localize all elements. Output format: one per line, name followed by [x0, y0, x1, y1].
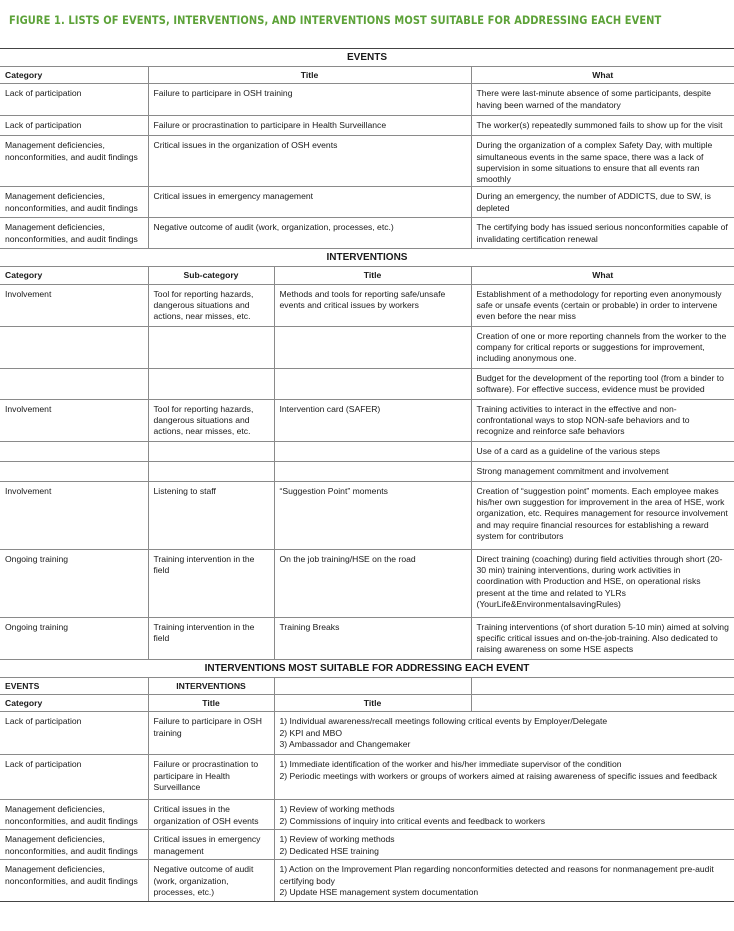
suitable-section-header: [0, 659, 734, 677]
events-row: [0, 187, 734, 218]
suitable-row: [0, 755, 734, 800]
suitable-interventions: 1) Action on the Improvement Plan regarding nonconformities detected and reasons for nonmanagement pre-audit certifying body 2) Update HSE management system documentation: [274, 860, 734, 902]
event-title: Critical issues in the organization of OSH events: [148, 136, 471, 187]
suitable-title: Failure to participare in OSH training: [148, 712, 274, 755]
suitable-interventions: 1) Individual awareness/recall meetings following critical events by Employer/Delegate 2) KPI and MBO 3) Ambassador and Changemaker: [274, 712, 734, 755]
event-what: During the organization of a complex Safety Day, with multiple simultaneous events in the same space, there was a lack of supervision in some situations to ensure that all events ran smoothly: [471, 136, 734, 187]
suitable-row: [0, 800, 734, 830]
intervention-subcategory: [148, 461, 274, 481]
events-row: [0, 218, 734, 249]
suitable-title: Critical issues in emergency management: [148, 830, 274, 860]
event-title: Failure or procrastination to participare in Health Surveillance: [148, 116, 471, 136]
suitable-group-events: EVENTS: [0, 677, 148, 694]
event-category: Lack of participation: [0, 116, 148, 136]
suitable-category: Lack of participation: [0, 755, 148, 800]
intervention-category: [0, 441, 148, 461]
intervention-title: Training Breaks: [274, 617, 471, 659]
intervention-what: Strong management commitment and involvement: [471, 461, 734, 481]
events-header-title: Title: [148, 67, 471, 84]
suitable-group-interventions: INTERVENTIONS: [148, 677, 274, 694]
suitable-category: Management deficiencies, nonconformities, and audit findings: [0, 800, 148, 830]
intervention-subcategory: Listening to staff: [148, 481, 274, 549]
intervention-what: Creation of “suggestion point” moments. Each employee makes his/her own suggestion for improvement in the area of HSE, work organization, etc. Requires management for resource involvement and may require financial resources for establishing a reward system for contributors: [471, 481, 734, 549]
suitable-header-category: Category: [0, 695, 148, 712]
intervention-category: Involvement: [0, 399, 148, 441]
intervention-title: “Suggestion Point” moments: [274, 481, 471, 549]
intervention-title: Methods and tools for reporting safe/unsafe events and critical issues by workers: [274, 284, 471, 326]
interventions-row: [0, 399, 734, 441]
event-what: The worker(s) repeatedly summoned fails to show up for the visit: [471, 116, 734, 136]
intervention-category: Involvement: [0, 481, 148, 549]
interventions-section-header: [0, 249, 734, 267]
interventions-header-category: Category: [0, 267, 148, 284]
intervention-category: Ongoing training: [0, 617, 148, 659]
event-category: Management deficiencies, nonconformities, and audit findings: [0, 187, 148, 218]
event-category: Lack of participation: [0, 84, 148, 116]
suitable-category: Management deficiencies, nonconformities, and audit findings: [0, 860, 148, 902]
intervention-subcategory: [148, 368, 274, 399]
suitable-row: [0, 830, 734, 860]
suitable-row: [0, 712, 734, 755]
interventions-row: [0, 284, 734, 326]
interventions-heading: INTERVENTIONS: [0, 249, 734, 267]
suitable-header-title: Title: [148, 695, 274, 712]
intervention-title: Intervention card (SAFER): [274, 399, 471, 441]
intervention-subcategory: Tool for reporting hazards, dangerous situations and actions, near misses, etc.: [148, 284, 274, 326]
interventions-row: [0, 326, 734, 368]
event-what: The certifying body has issued serious nonconformities capable of invalidating certification renewal: [471, 218, 734, 249]
intervention-what: Direct training (coaching) during field activities through short (20-30 min) training interventions, during work activities in coordination with Production and HSE, on operational risks present at the time and related to YLRs (YourLife&EnvironmentalsavingRules): [471, 549, 734, 617]
suitable-title: Critical issues in the organization of OSH events: [148, 800, 274, 830]
intervention-title: [274, 368, 471, 399]
interventions-column-headers: [0, 267, 734, 284]
suitable-title: Negative outcome of audit (work, organization, processes, etc.): [148, 860, 274, 902]
suitable-group-headers: [0, 677, 734, 694]
event-what: During an emergency, the number of ADDICTS, due to SW, is depleted: [471, 187, 734, 218]
figure-title: FIGURE 1. LISTS OF EVENTS, INTERVENTIONS, AND INTERVENTIONS MOST SUITABLE FOR ADDRESSING EACH EVENT: [9, 13, 662, 27]
intervention-title: [274, 461, 471, 481]
events-section-header: [0, 49, 734, 67]
interventions-row: [0, 441, 734, 461]
interventions-header-subcategory: Sub-category: [148, 267, 274, 284]
intervention-what: Establishment of a methodology for reporting even anonymously safe or unsafe events (certain or probable) in order to intervene even before the near miss: [471, 284, 734, 326]
figure-table: [0, 48, 734, 902]
intervention-what: Creation of one or more reporting channels from the worker to the company for critical reports or suggestions for improvement, including anonymous one.: [471, 326, 734, 368]
intervention-subcategory: [148, 441, 274, 461]
suitable-group-empty: [471, 677, 734, 694]
intervention-subcategory: Training intervention in the field: [148, 617, 274, 659]
intervention-what: Use of a card as a guideline of the various steps: [471, 441, 734, 461]
suitable-interventions: 1) Review of working methods 2) Commissions of inquiry into critical events and feedback to workers: [274, 800, 734, 830]
suitable-interventions: 1) Immediate identification of the worker and his/her immediate supervisor of the condition 2) Periodic meetings with workers or groups of workers aimed at raising awareness of specific issues and feedback: [274, 755, 734, 800]
suitable-column-headers: [0, 695, 734, 712]
events-row: [0, 136, 734, 187]
intervention-title: [274, 326, 471, 368]
interventions-row: [0, 368, 734, 399]
suitable-title: Failure or procrastination to participare in Health Surveillance: [148, 755, 274, 800]
intervention-title: On the job training/HSE on the road: [274, 549, 471, 617]
suitable-header-empty: [471, 695, 734, 712]
suitable-header-intervention-title: Title: [274, 695, 471, 712]
intervention-what: Training activities to interact in the effective and non-confrontational ways to stop NON-safe behaviors and to recognize and reinforce safe behaviors: [471, 399, 734, 441]
intervention-subcategory: [148, 326, 274, 368]
interventions-row: [0, 481, 734, 549]
intervention-what: Budget for the development of the reporting tool (from a binder to software). For effective success, evidence must be provided: [471, 368, 734, 399]
events-heading: EVENTS: [0, 49, 734, 67]
intervention-category: Involvement: [0, 284, 148, 326]
suitable-heading: INTERVENTIONS MOST SUITABLE FOR ADDRESSING EACH EVENT: [0, 659, 734, 677]
interventions-header-title: Title: [274, 267, 471, 284]
intervention-category: [0, 326, 148, 368]
intervention-category: Ongoing training: [0, 549, 148, 617]
events-header-what: What: [471, 67, 734, 84]
suitable-category: Lack of participation: [0, 712, 148, 755]
event-what: There were last-minute absence of some participants, despite having been warned of the mandatory: [471, 84, 734, 116]
interventions-row: [0, 461, 734, 481]
intervention-category: [0, 461, 148, 481]
intervention-what: Training interventions (of short duration 5-10 min) aimed at solving specific critical issues and on-the-job-training. Also dedicated to raising awareness on some HSE aspects: [471, 617, 734, 659]
events-header-category: Category: [0, 67, 148, 84]
suitable-category: Management deficiencies, nonconformities, and audit findings: [0, 830, 148, 860]
event-title: Failure to participare in OSH training: [148, 84, 471, 116]
intervention-category: [0, 368, 148, 399]
intervention-title: [274, 441, 471, 461]
interventions-header-what: What: [471, 267, 734, 284]
events-row: [0, 116, 734, 136]
events-row: [0, 84, 734, 116]
events-column-headers: [0, 67, 734, 84]
event-category: Management deficiencies, nonconformities, and audit findings: [0, 136, 148, 187]
suitable-row: [0, 860, 734, 902]
interventions-row: [0, 617, 734, 659]
event-category: Management deficiencies, nonconformities, and audit findings: [0, 218, 148, 249]
event-title: Critical issues in emergency management: [148, 187, 471, 218]
suitable-group-empty: [274, 677, 471, 694]
intervention-subcategory: Tool for reporting hazards, dangerous situations and actions, near misses, etc.: [148, 399, 274, 441]
event-title: Negative outcome of audit (work, organization, processes, etc.): [148, 218, 471, 249]
suitable-interventions: 1) Review of working methods 2) Dedicated HSE training: [274, 830, 734, 860]
interventions-row: [0, 549, 734, 617]
intervention-subcategory: Training intervention in the field: [148, 549, 274, 617]
